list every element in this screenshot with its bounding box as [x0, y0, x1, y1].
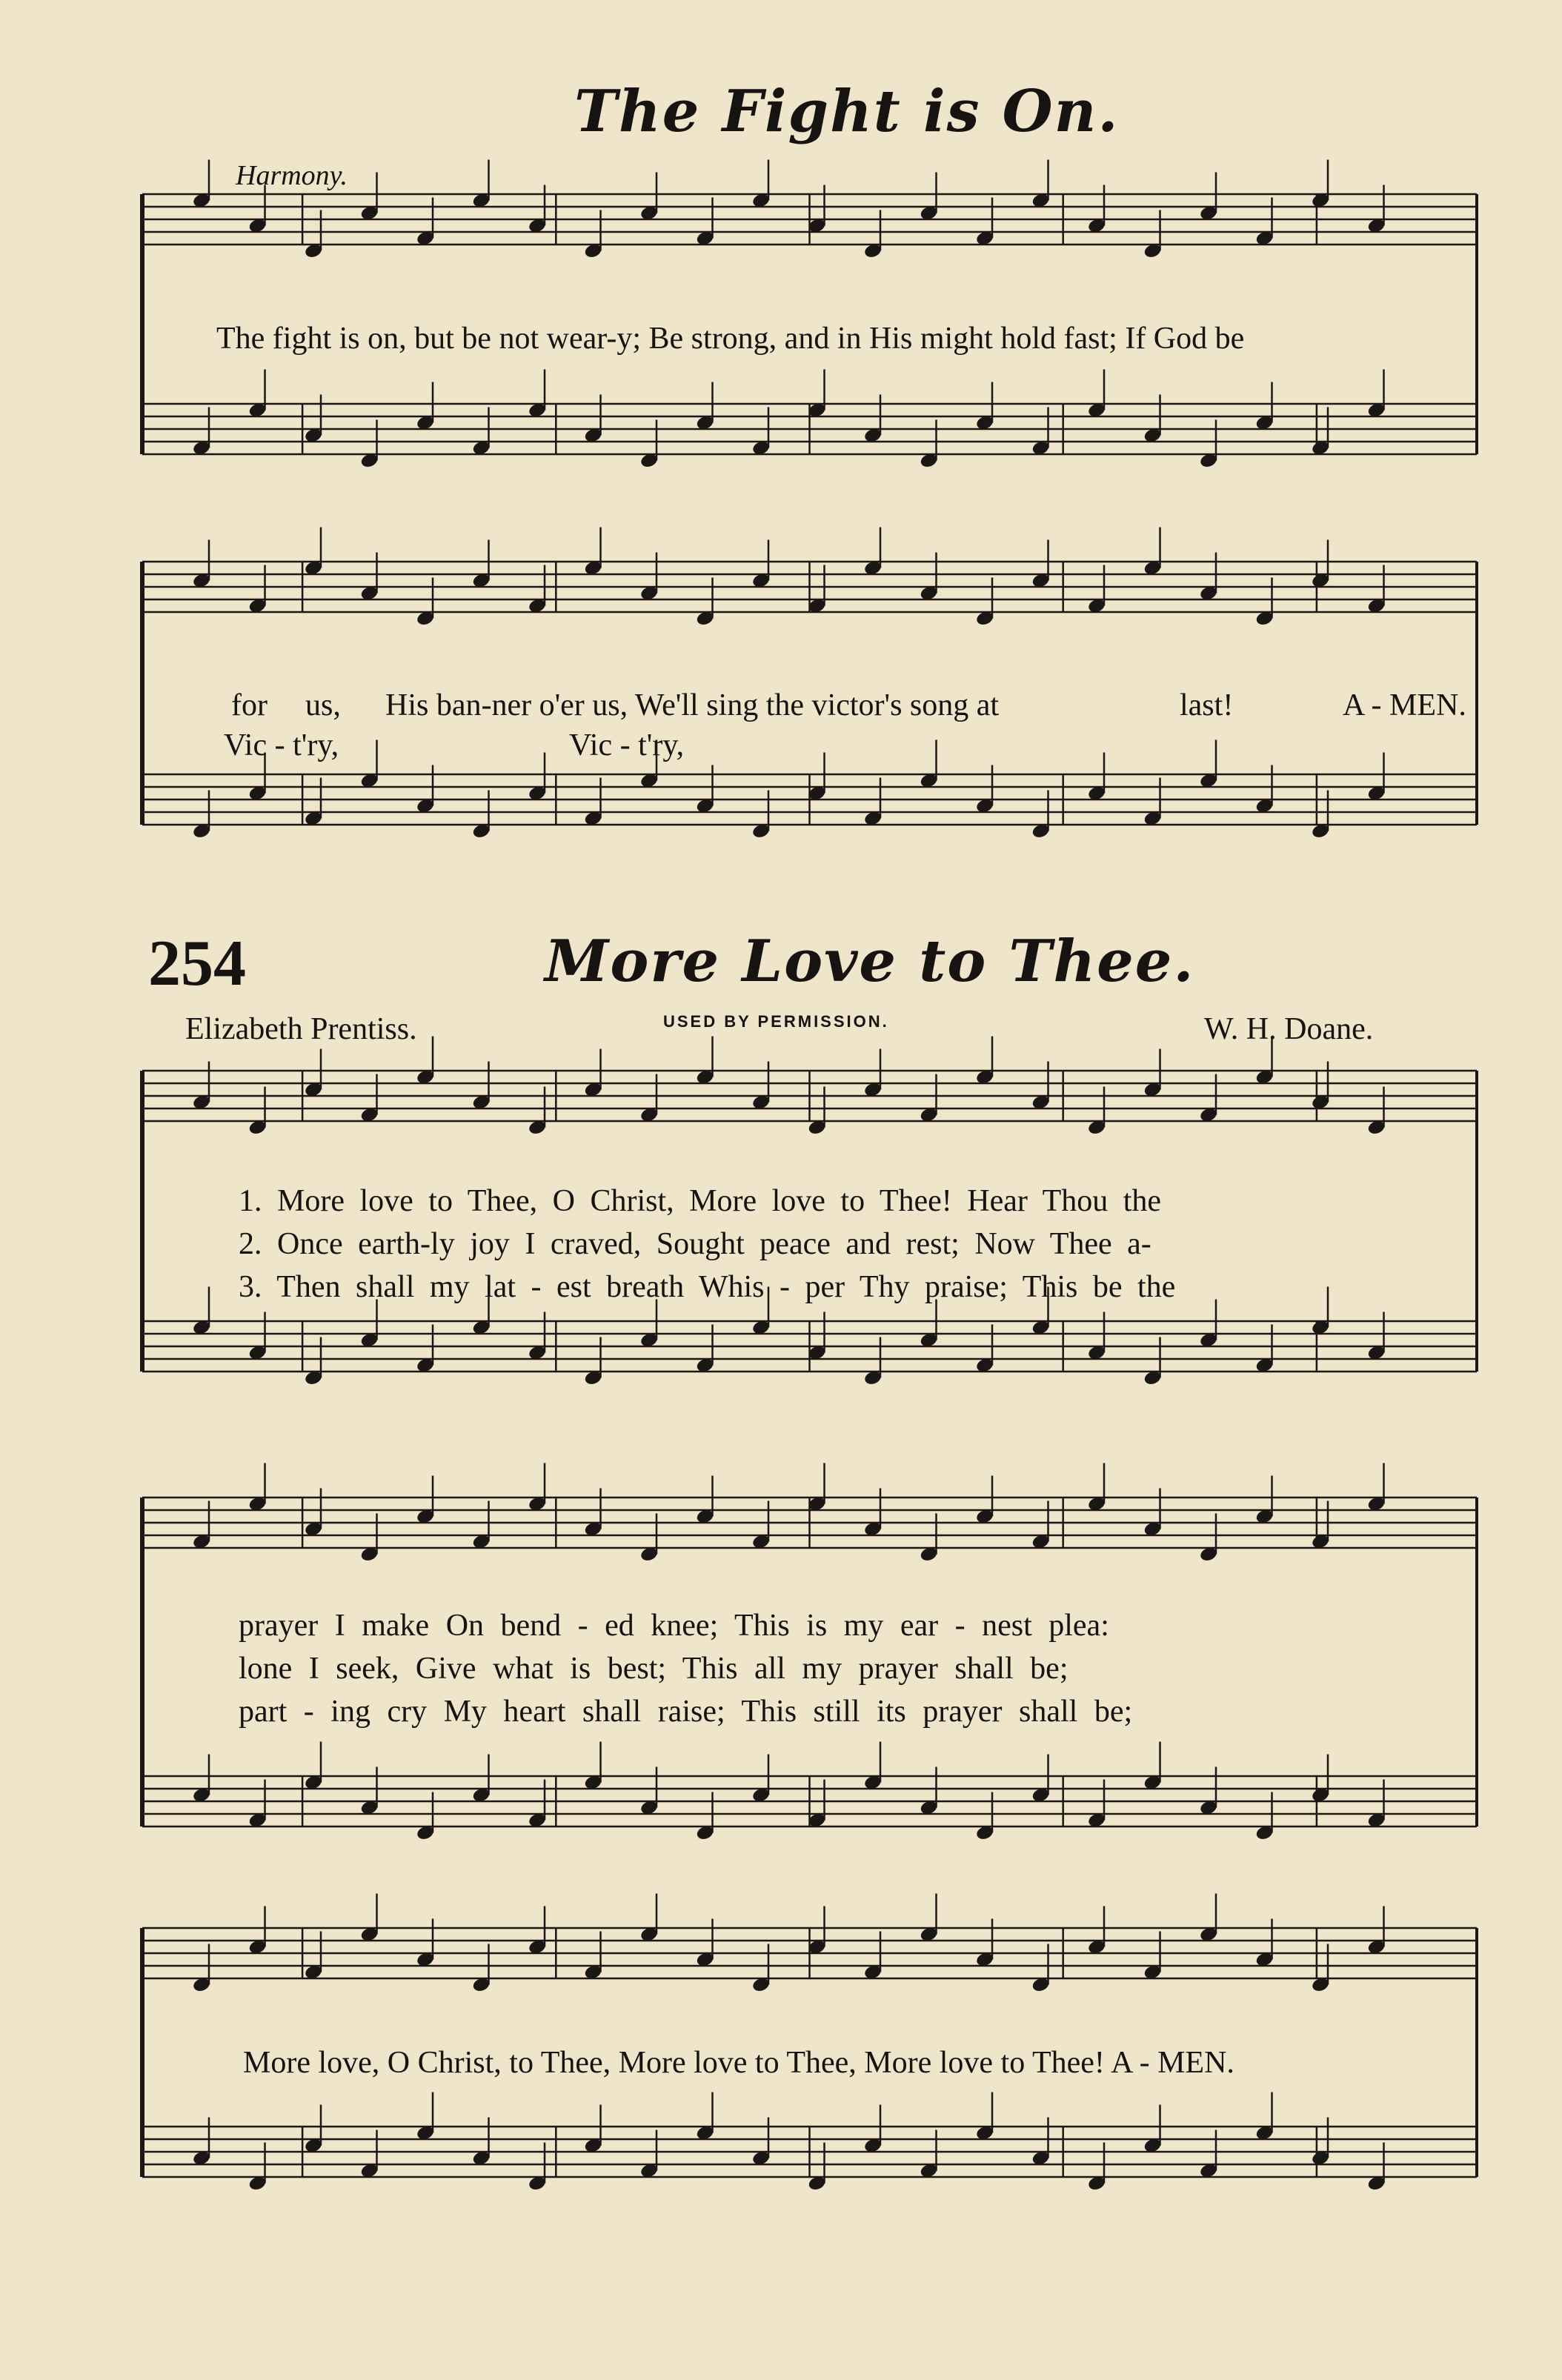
song2-verse1-line2: prayer I make On bend - ed knee; This is my ear - nest plea:	[239, 1609, 1109, 1643]
song1-part-label: Harmony.	[236, 160, 348, 191]
song2-verse3-line: 3. Then shall my lat - est breath Whis - per Thy praise; This be the	[239, 1270, 1176, 1304]
hymn-number: 254	[148, 928, 246, 1000]
song1-lyric-victory-2: Vic - t'ry,	[569, 728, 685, 762]
song1-lyric-banner: His ban-ner o'er us, We'll sing the victor's song at	[385, 688, 1000, 722]
song1-lyric-last: last!	[1180, 688, 1234, 722]
song2-verse3-line2: part - ing cry My heart shall raise; This still its prayer shall be;	[239, 1695, 1133, 1729]
song2-verse2-line: 2. Once earth-ly joy I craved, Sought peace and rest; Now Thee a-	[239, 1227, 1151, 1261]
song2-title: More Love to Thee.	[545, 928, 1195, 995]
song1-title: The Fight is On.	[574, 78, 1120, 145]
song2-verse2-line2: lone I seek, Give what is best; This all my prayer shall be;	[239, 1652, 1069, 1686]
song1-lyric-line1: The fight is on, but be not wear-y; Be strong, and in His might hold fast; If God be	[216, 322, 1245, 356]
song2-composer: W. H. Doane.	[1204, 1012, 1374, 1046]
song1-lyric-victory-1: Vic - t'ry,	[224, 728, 339, 762]
song1-lyric-amen: A - MEN.	[1343, 688, 1466, 722]
song1-lyric-for: for	[231, 688, 267, 722]
song2-refrain-line: More love, O Christ, to Thee, More love to Thee, More love to Thee! A - MEN.	[243, 2046, 1234, 2080]
song2-author: Elizabeth Prentiss.	[185, 1012, 417, 1046]
song1-lyric-us: us,	[305, 688, 341, 722]
song2-permission: USED BY PERMISSION.	[663, 1012, 889, 1031]
song2-verse1-line: 1. More love to Thee, O Christ, More love to Thee! Hear Thou the	[239, 1184, 1162, 1218]
